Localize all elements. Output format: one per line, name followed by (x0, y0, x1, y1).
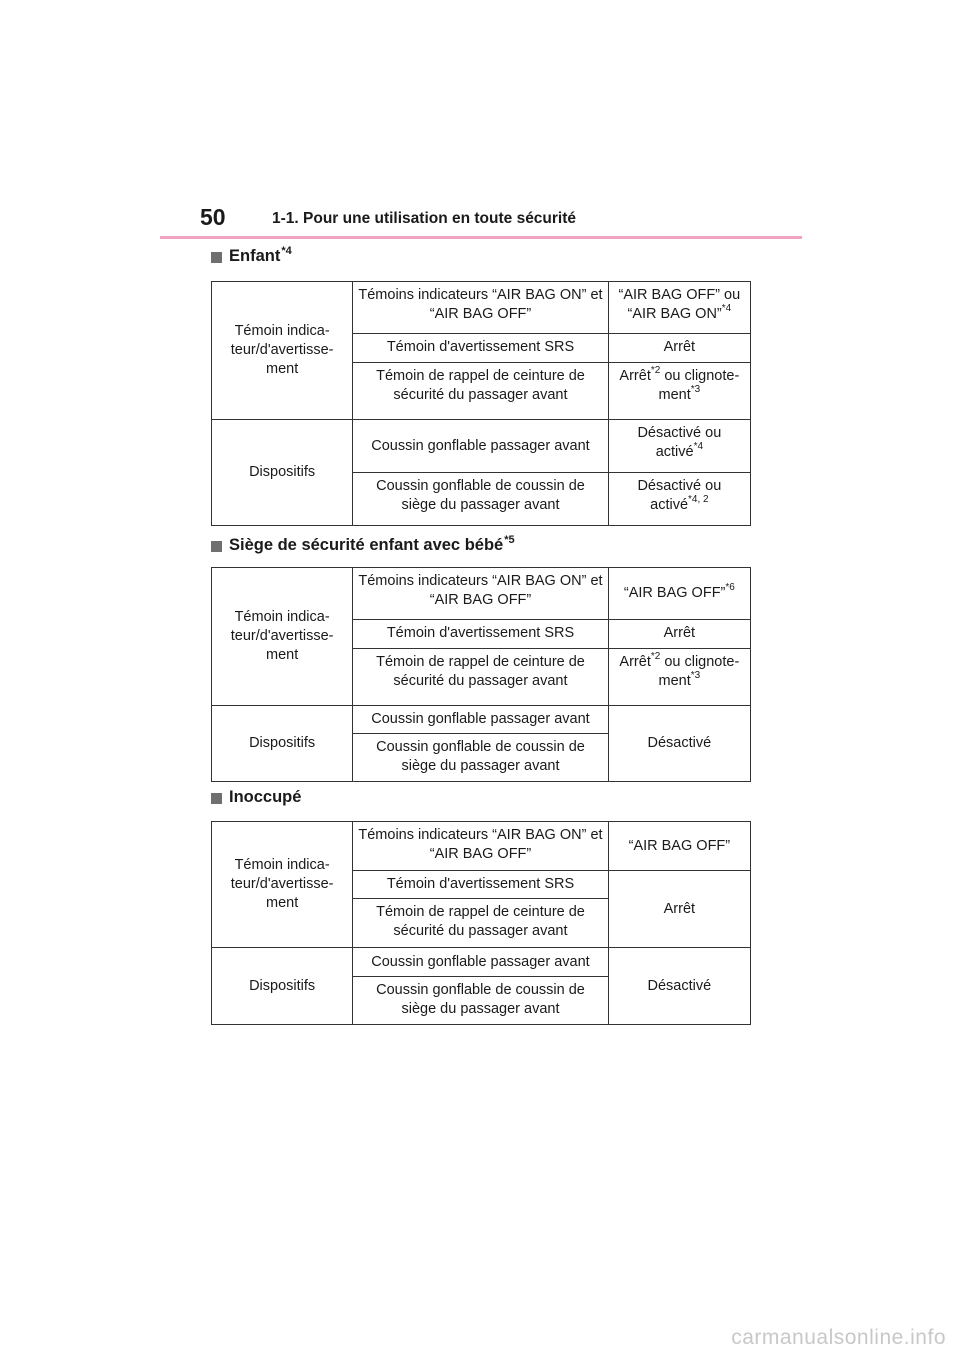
row-label-indicator: Témoin indica-teur/d'avertisse-ment (212, 282, 353, 420)
cell-airbag-indicators-value: “AIR BAG OFF” (608, 822, 750, 871)
cell-devices-value: Désactivé (608, 948, 750, 1025)
table-siege-bebe (211, 567, 751, 782)
table-row (212, 282, 751, 334)
cell-cushion: Coussin gonflable de coussin de siège du passager avant (353, 473, 608, 526)
section-heading-text: Enfant (229, 247, 281, 265)
cell-airbag-front: Coussin gonflable passager avant (353, 420, 608, 473)
table-inoccupe (211, 821, 751, 1025)
square-bullet-icon (211, 793, 222, 804)
cell-cushion-value: Désactivé ou activé$^{*4, 2}$ (608, 473, 750, 526)
cell-srs-value: Arrêt (608, 334, 750, 363)
page-header (160, 200, 802, 239)
footnote-ref: *4, 2 (688, 494, 709, 506)
row-label-devices: Dispositifs (212, 948, 353, 1025)
footnote-ref: *2 (650, 651, 661, 663)
table-row (212, 822, 751, 871)
square-bullet-icon (211, 252, 222, 263)
row-label-devices: Dispositifs (212, 420, 353, 526)
row-label-devices: Dispositifs (212, 706, 353, 782)
section-title: 1-1. Pour une utilisation en toute sécurité (272, 210, 577, 227)
cell-srs: Témoin d'avertissement SRS (353, 620, 608, 649)
table-row (212, 420, 751, 473)
table-row (212, 706, 751, 734)
cell-srs-value: Arrêt (608, 620, 750, 649)
cell-seatbelt: Témoin de rappel de ceinture de sécurité du passager avant (353, 649, 608, 706)
cell-seatbelt-value: Arrêt$^{*2}$ ou clignote-ment$^{*3}$ (608, 363, 750, 420)
table-row (212, 948, 751, 977)
row-label-indicator: Témoin indica-teur/d'avertisse-ment (212, 822, 353, 948)
section-heading-enfant (211, 247, 292, 266)
cell-airbag-front-value: Désactivé ou activé$^{*4}$ (608, 420, 750, 473)
cell-airbag-indicators: Témoins indicateurs “AIR BAG ON” et “AIR BAG OFF” (353, 822, 608, 871)
footnote-ref: *4 (281, 245, 292, 257)
cell-srs: Témoin d'avertissement SRS (353, 334, 608, 363)
footnote-ref: *4 (693, 441, 704, 453)
cell-airbag-indicators-value: “AIR BAG OFF”$^{*6}$ (608, 568, 750, 620)
cell-seatbelt-value: Arrêt$^{*2}$ ou clignote-ment$^{*3}$ (608, 649, 750, 706)
table-enfant (211, 281, 751, 526)
square-bullet-icon (211, 541, 222, 552)
cell-airbag-indicators-value: “AIR BAG OFF” ou “AIR BAG ON”$^{*4}$ (608, 282, 750, 334)
section-heading-text: Inoccupé (229, 788, 302, 806)
footnote-ref: *3 (690, 670, 701, 682)
watermark: carmanualsonline.info (731, 1326, 946, 1349)
cell-airbag-front: Coussin gonflable passager avant (353, 706, 608, 734)
cell-devices-value: Désactivé (608, 706, 750, 782)
row-label-indicator: Témoin indica-teur/d'avertisse-ment (212, 568, 353, 706)
footnote-ref: *3 (690, 384, 701, 396)
cell-airbag-indicators: Témoins indicateurs “AIR BAG ON” et “AIR BAG OFF” (353, 282, 608, 334)
cell-airbag-front: Coussin gonflable passager avant (353, 948, 608, 977)
footnote-ref: *4 (721, 303, 732, 315)
section-heading-text: Siège de sécurité enfant avec bébé (229, 536, 504, 554)
cell-seatbelt: Témoin de rappel de ceinture de sécurité du passager avant (353, 899, 608, 948)
footnote-ref: *6 (725, 582, 735, 594)
page-number: 50 (200, 204, 226, 230)
cell-cushion: Coussin gonflable de coussin de siège du passager avant (353, 734, 608, 782)
cell-cushion: Coussin gonflable de coussin de siège du passager avant (353, 977, 608, 1025)
footnote-ref: *2 (650, 365, 661, 377)
cell-warning-value: Arrêt (608, 871, 750, 948)
footnote-ref: *5 (504, 534, 515, 546)
cell-seatbelt: Témoin de rappel de ceinture de sécurité du passager avant (353, 363, 608, 420)
table-row (212, 568, 751, 620)
cell-srs: Témoin d'avertissement SRS (353, 871, 608, 899)
section-heading-inoccupe (211, 788, 301, 807)
section-heading-siege-bebe (211, 536, 515, 555)
cell-airbag-indicators: Témoins indicateurs “AIR BAG ON” et “AIR BAG OFF” (353, 568, 608, 620)
